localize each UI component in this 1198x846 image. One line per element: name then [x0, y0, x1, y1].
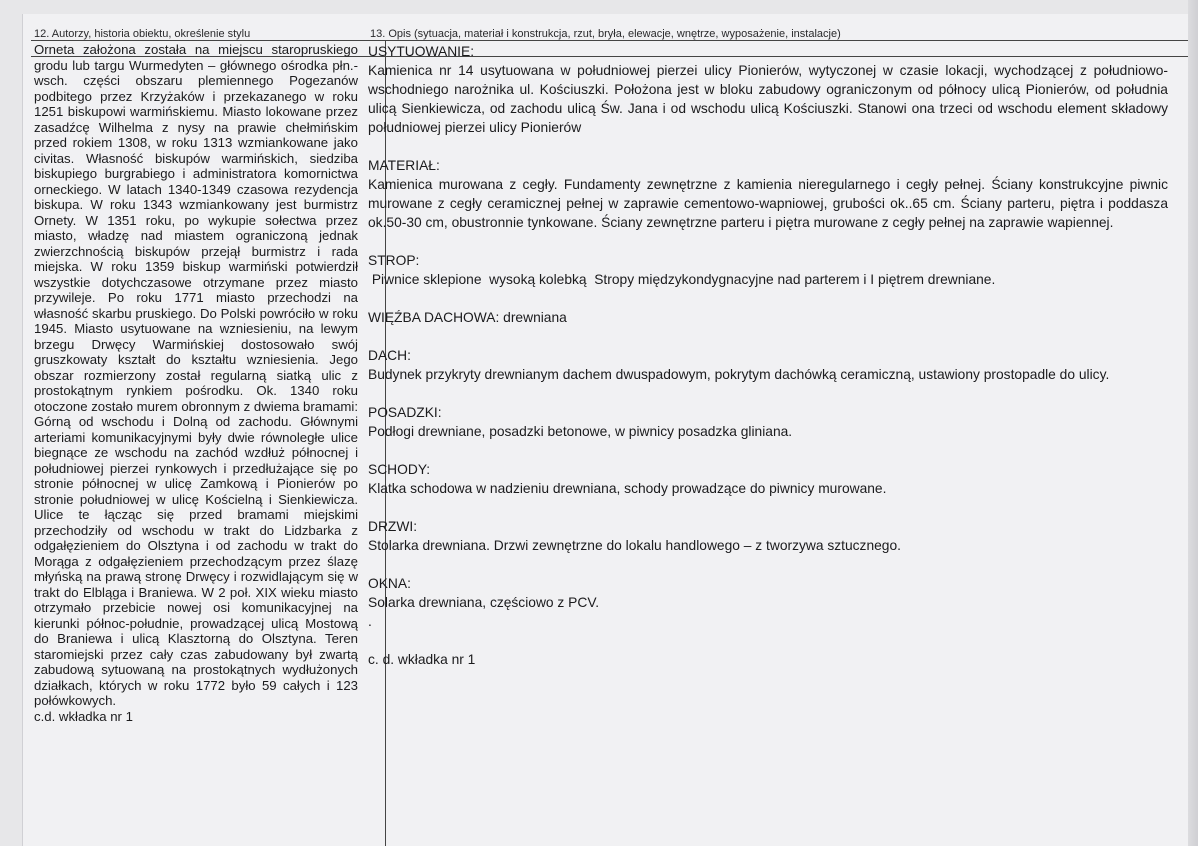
- description-column: [368, 42, 1168, 669]
- section-material: [368, 156, 1168, 232]
- section-body: Budynek przykryty drewnianym dachem dwuspadowym, pokrytym dachówką ceramiczną, ustawiony prostopadle do ulicy.: [368, 367, 1110, 382]
- section-dach: [368, 346, 1168, 384]
- history-column: [34, 42, 358, 724]
- section-body: Piwnice sklepione wysoką kolebką Stropy międzykondygnacyjne nad parterem i I piętrem drewniane.: [368, 272, 996, 287]
- section-body: Podłogi drewniane, posadzki betonowe, w piwnicy posadzka gliniana.: [368, 424, 793, 439]
- section-usytuowanie: [368, 42, 1168, 137]
- history-continuation-ref: c.d. wkładka nr 1: [34, 708, 133, 724]
- section-body: Kamienica murowana z cegły. Fundamenty zewnętrzne z kamienia nieregularnego i cegły pełnej. Ściany konstrukcyjne piwnic murowane z cegły ceramicznej pełnej w zaprawie cementowo-wapniowej, grubości ok..65 cm. Ściany parteru, piętra i poddasza ok.50-30 cm, obustronnie tynkowane. Ściany zewnętrzne parteru i piętra murowane z cegły pełnej na zaprawie wapiennej.: [368, 177, 1168, 230]
- section-title: USYTUOWANIE:: [368, 44, 475, 59]
- section-body: Kamienica nr 14 usytuowana w południowej pierzei ulicy Pionierów, wytyczonej w czasie lokacji, wychodzącej z południowo-wschodniego narożnika ul. Kościuszki. Położona jest w bloku zabudowy ograniczonym od północy ulicą Pionierów, od południa ulicą Sienkiewicza, od zachodu ulicą Św. Jana i od wschodu ulicą Kościuszki. Stanowi ona trzeci od wschodu element składowy południowej pierzei ulicy Pionierów: [368, 63, 1168, 135]
- description-continuation-ref: c. d. wkładka nr 1: [368, 652, 476, 667]
- history-text: Orneta założona została na miejscu staropruskiego grodu lub targu Wurmedyten – głównego ośrodka płn.-wsch. części obszaru plemiennego Pogezanów podbitego przez Krzyżaków i przekazanego w roku 1251 biskupowi warmińskiemu. Miasto lokowane przez zasadźcę Wilhelma z nysy na prawie chełmińskim przed rokiem 1308, w roku 1313 wzmiankowane jako civitas. Własność biskupów warmińskich, siedziba biskupiego burgrabiego i administratora komornictwa orneckiego. W latach 1340-1349 czasowa rezydencja biskupa. W roku 1343 wzmiankowany jest burmistrz Ornety. W 1351 roku, po wykupie sołectwa przez miasto, władzę nad miastem ograniczoną jednak zwierzchnością biskupów przejął burmistrz i rada miejska. W roku 1359 biskup warmiński potwierdził wszystkie dotychczasowe otrzymane przez miasto przywileje. Po roku 1771 miasto przechodzi na własność skarbu pruskiego. Do Polski powróciło w roku 1945. Miasto usytuowane na wzniesieniu, na lewym brzegu Drwęcy Warmińskiej dostosowało swój gruszkowaty kształt do kształtu wzniesienia. Jego obszar rozmierzony został regularną siatką ulic z prostokątnym rynkiem pośrodku. Ok. 1340 roku otoczone zostało murem obronnym z dwiema bramami: Górną od wschodu i Dolną od zachodu. Głównymi arteriami komunikacyjnymi były dwie równoległe ulice biegnące ze wschodu na zachód wzdłuż północnej i południowej pierzei rynkowych i przedłużające się po stronie północnej w ulicę Zamkową i Pionierów po stronie południowej w ulicę Kościelną i Sienkiewicza. Ulice te łącząc się przed bramami miejskimi przechodziły od wschodu w trakt do Lidzbarka z odgałęzieniem do Olsztyna i od zachodu w trakt do Morąga z odgałęzieniem przechodzącym przez ślazę młyńską na prawą stronę Drwęcy i rozwidlającym się w trakt do Elbląga i Braniewa. W 2 poł. XIX wieku miasto otrzymało przebicie nowej osi komunikacyjnej na kierunki północ-południe, prowadzącej ulicą Mostową do Braniewa i ulicą Klasztorną do Olsztyna. Teren staromiejski przez cały czas zabudowany był zwartą zabudową sytuowaną na prostokątnych wydłużonych działkach, których w roku 1772 było 59 całych i 123 połówkowych.: [34, 42, 358, 708]
- right-column-header: 13. Opis (sytuacja, materiał i konstrukcja, rzut, bryła, elewacje, wnętrze, wyposażenie, instalacje): [370, 28, 841, 40]
- section-body: Solarka drewniana, częściowo z PCV.: [368, 595, 600, 610]
- section-schody: [368, 460, 1168, 498]
- section-posadzki: [368, 403, 1168, 441]
- section-body: Klatka schodowa w nadzieniu drewniana, schody prowadzące do piwnicy murowane.: [368, 481, 887, 496]
- paper-edge: [1188, 0, 1198, 846]
- section-title: STROP:: [368, 253, 420, 268]
- section-title: DRZWI:: [368, 519, 418, 534]
- section-title: OKNA:: [368, 576, 411, 591]
- section-title: POSADZKI:: [368, 405, 442, 420]
- section-wiezba: [368, 308, 1168, 327]
- section-title: DACH:: [368, 348, 411, 363]
- stray-dot: .: [368, 614, 372, 629]
- section-body: Stolarka drewniana. Drzwi zewnętrzne do lokalu handlowego – z tworzywa sztucznego.: [368, 538, 901, 553]
- section-strop: [368, 251, 1168, 289]
- section-title: MATERIAŁ:: [368, 158, 440, 173]
- top-rule: [31, 40, 1197, 41]
- section-title: WIĘŹBA DACHOWA: drewniana: [368, 310, 567, 325]
- section-drzwi: [368, 517, 1168, 555]
- section-okna: [368, 574, 1168, 612]
- section-title: SCHODY:: [368, 462, 431, 477]
- left-column-header: 12. Autorzy, historia obiektu, określenie stylu: [34, 28, 251, 40]
